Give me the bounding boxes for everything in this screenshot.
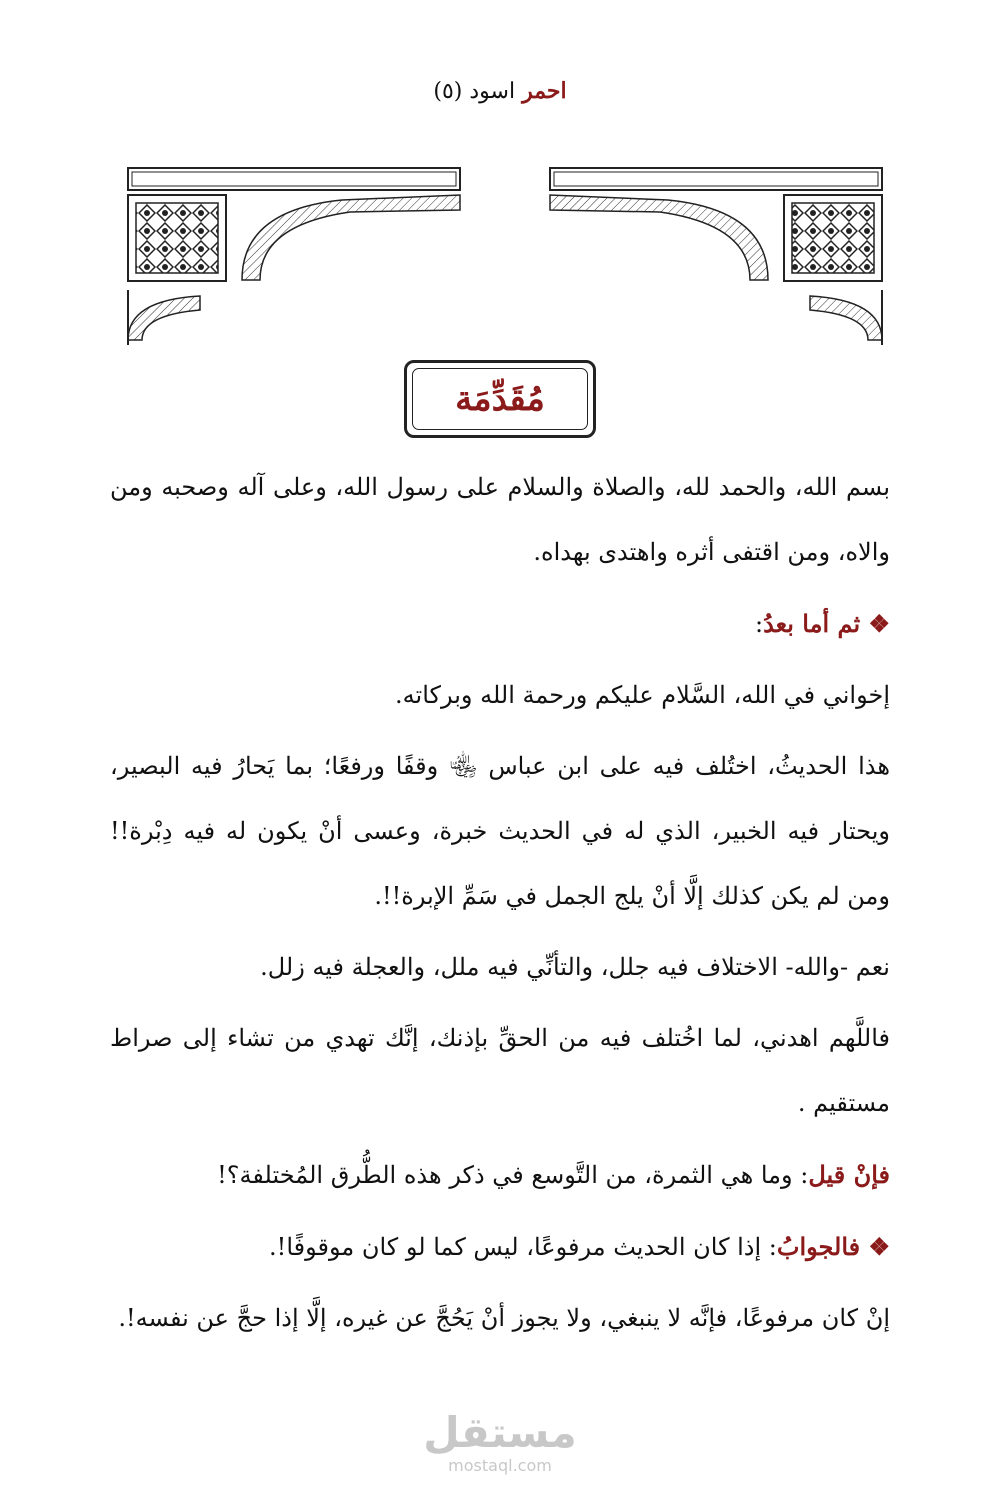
paragraph: فإنْ قيل: وما هي الثمرة، من التَّوسع في ذكر هذه الطُّرق المُختلفة؟! (217, 1160, 890, 1189)
paragraph: هذا الحديثُ، اختُلف فيه على ابن عباس ﵄ وقفًا ورفعًا؛ بما يَحارُ فيه البصير، ويحتار فيه الخبير، الذي له في الحديث خبرة، وعسى أنْ يكون له فيه دِبْرة!! ومن لم يكن كذلك إلَّا أنْ يلج الجمل في سَمِّ الإبرة!!. (110, 752, 890, 910)
page-header (0, 78, 1000, 104)
paragraph: إخواني في الله، السَّلام عليكم ورحمة الله وبركاته. (395, 681, 890, 709)
paragraph: ❖ فالجوابُ: إذا كان الحديث مرفوعًا، ليس كما لو كان موقوفًا!. (269, 1232, 890, 1261)
lead-phrase: ❖ ثم أما بعدُ (763, 609, 890, 638)
body-text (110, 455, 890, 1357)
paragraph: ❖ ثم أما بعدُ: (754, 609, 890, 638)
paragraph: نعم -والله- الاختلاف فيه جلل، والتأنِّي فيه ملل، والعجلة فيه زلل. (260, 953, 890, 981)
paragraph: إنْ كان مرفوعًا، فإنَّه لا ينبغي، ولا يجوز أنْ يَحُجَّ عن غيره، إلَّا إذا حجَّ عن نفسه!. (118, 1304, 890, 1332)
watermark (0, 1410, 1000, 1475)
paragraph: فاللَّهم اهدني، لما اخُتلف فيه من الحقِّ بإذنك، إنَّك تهدي من تشاء إلى صراط مستقيم . (110, 1024, 890, 1117)
title-frame (404, 360, 596, 438)
watermark-arabic: مستقل (423, 1408, 577, 1457)
lead-phrase: ❖ فالجوابُ (776, 1232, 890, 1261)
header-red-word: احمر (522, 78, 567, 104)
section-title: مُقَدِّمَة (455, 379, 545, 419)
lead-phrase: فإنْ قيل (808, 1160, 890, 1189)
header-rest: اسود (٥) (433, 79, 516, 104)
decorative-arch-ornament (120, 150, 890, 355)
watermark-domain: mostaql.com (448, 1456, 552, 1475)
paragraph: بسم الله، والحمد لله، والصلاة والسلام على رسول الله، وعلى آله وصحبه ومن والاه، ومن اقتفى أثره واهتدى بهداه. (110, 473, 890, 566)
